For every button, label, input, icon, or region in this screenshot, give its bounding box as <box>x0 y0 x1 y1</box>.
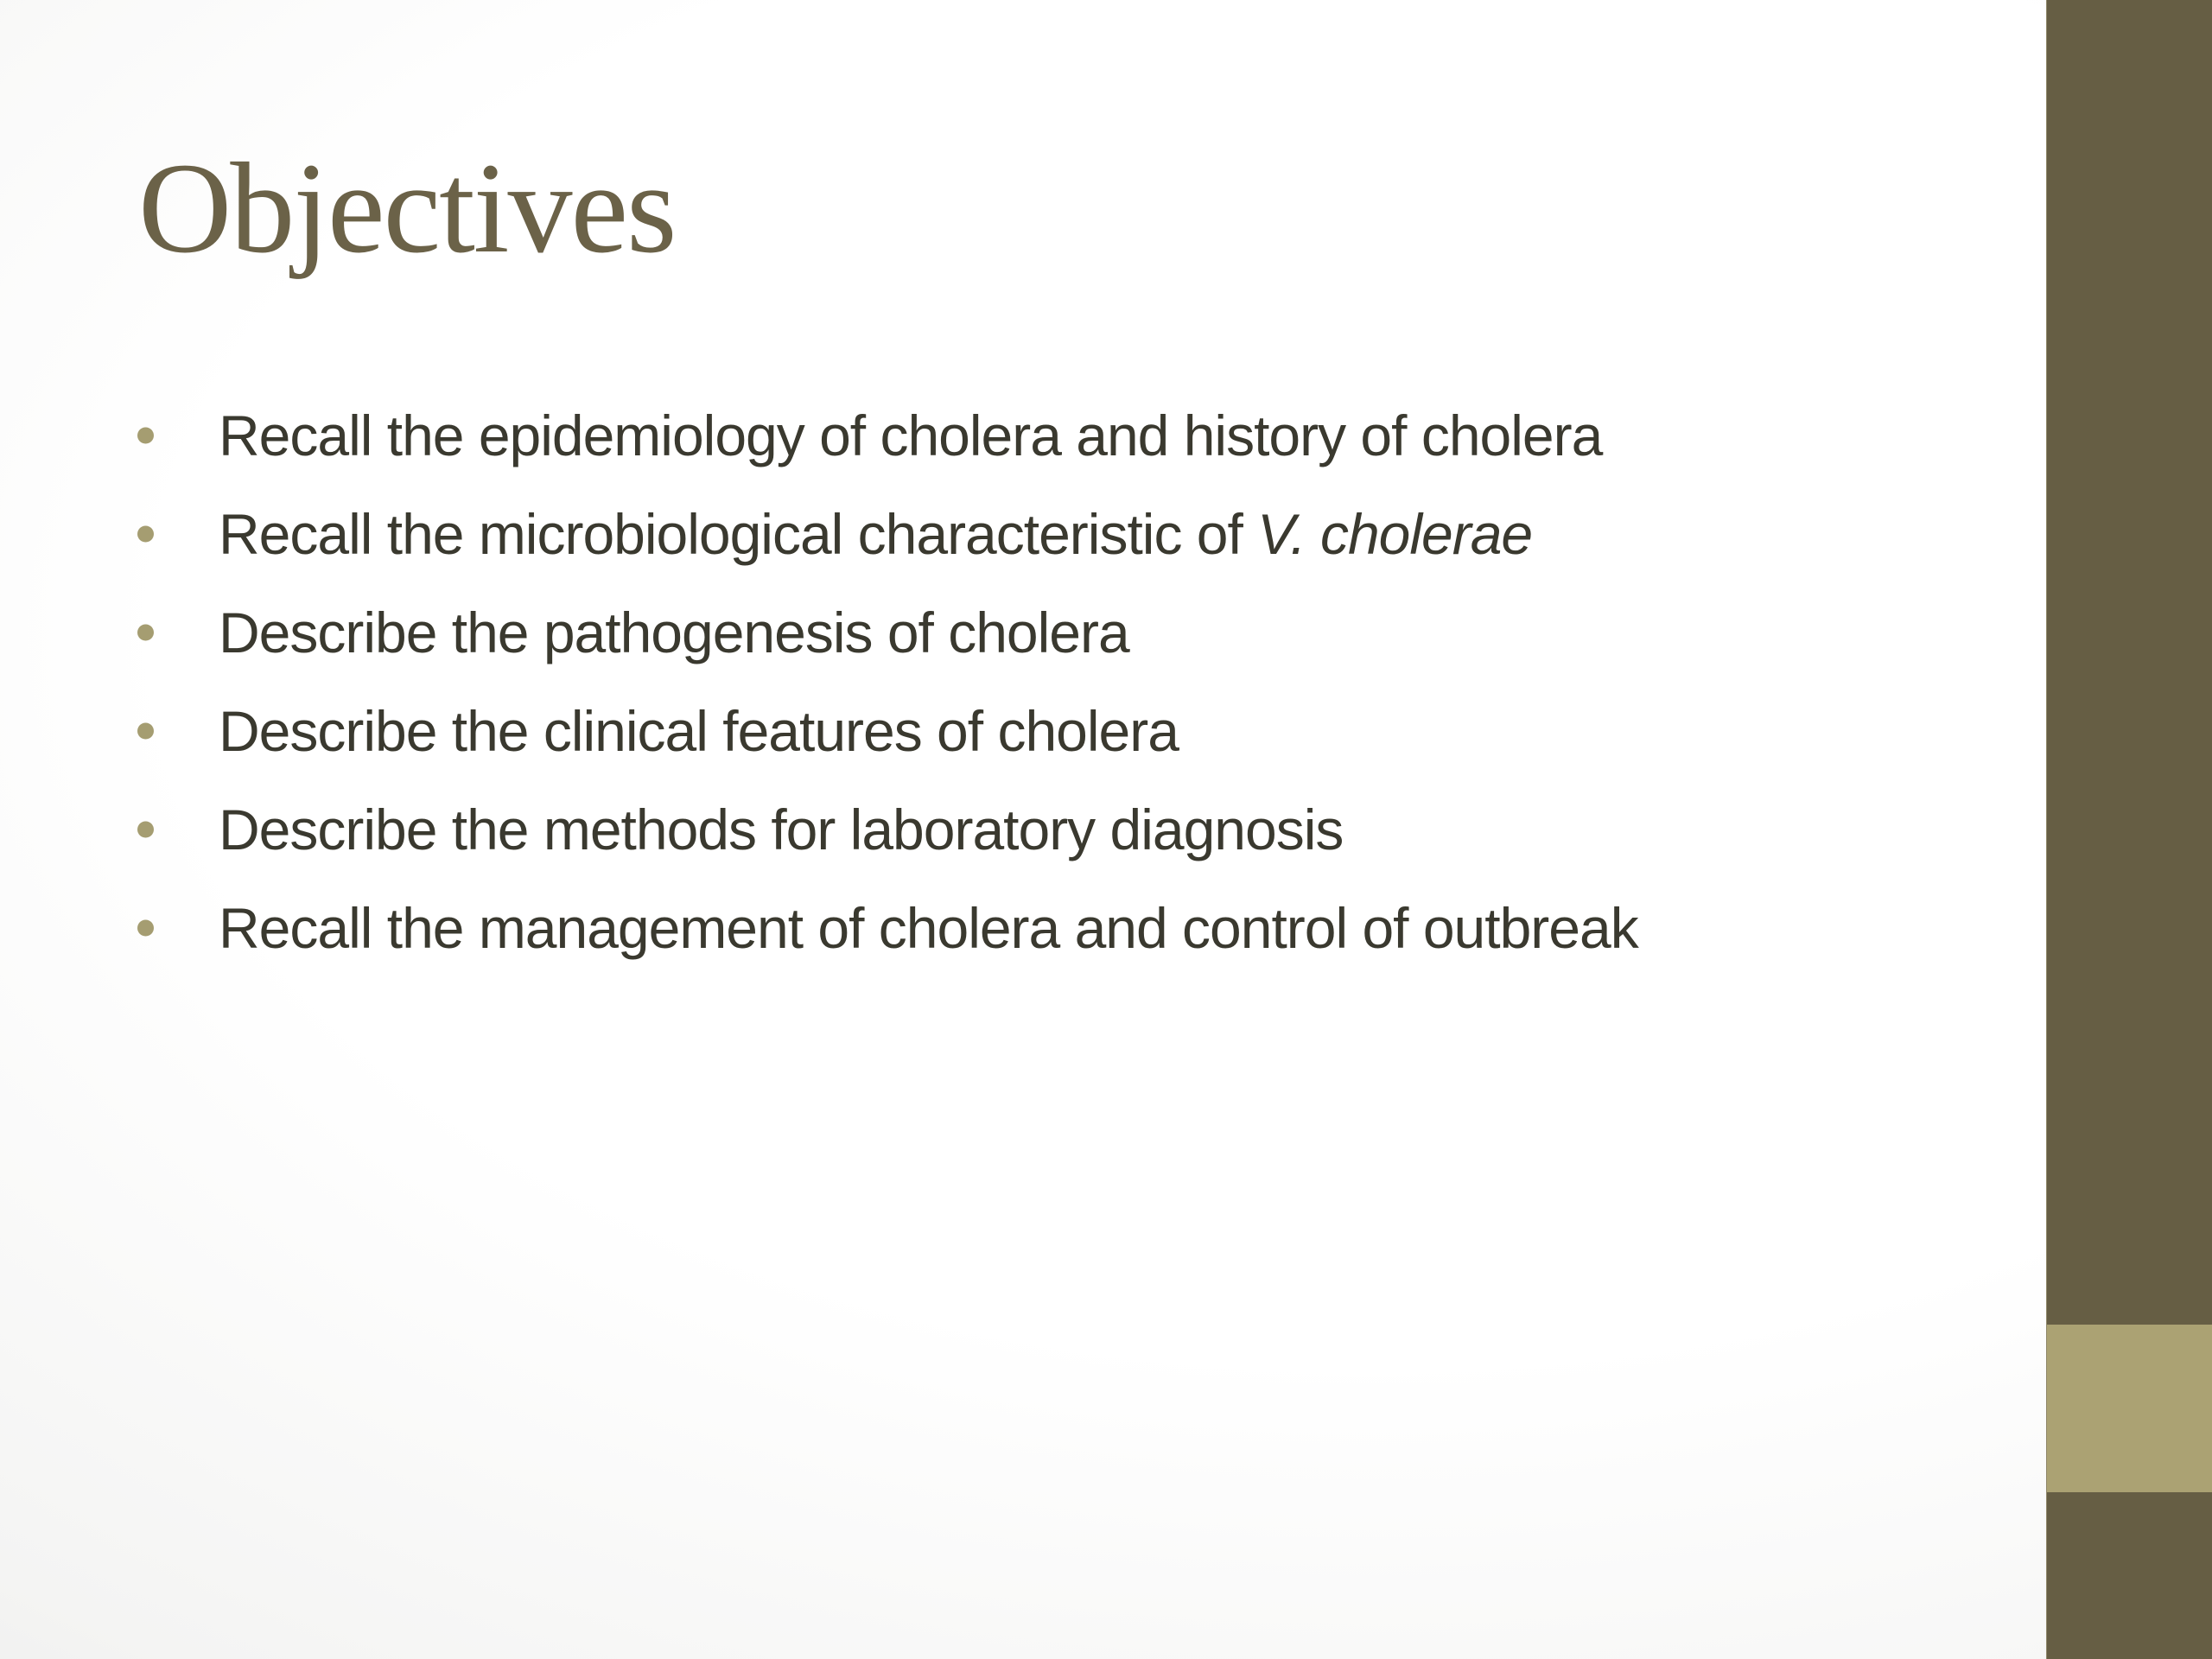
bullet-dot-icon <box>137 428 154 444</box>
bullet-item <box>130 386 1961 485</box>
bullet-text: Describe the clinical features of cholera <box>219 699 1179 763</box>
bullet-item <box>130 780 1961 879</box>
bullet-text: Recall the management of cholera and control of outbreak <box>219 896 1638 960</box>
bullet-text: Describe the pathogenesis of cholera <box>219 601 1129 664</box>
bullet-dot-icon <box>137 625 154 641</box>
bullet-item <box>130 879 1961 977</box>
bullet-dot-icon <box>137 822 154 838</box>
bullet-text: Recall the microbiological characteristic of V. cholerae <box>219 502 1533 566</box>
bullet-text: Describe the methods for laboratory diagnosis <box>219 798 1344 861</box>
bullet-dot-icon <box>137 920 154 937</box>
right-accent-band <box>2046 0 2212 1659</box>
slide-title: Objectives <box>138 137 676 280</box>
bullet-item <box>130 485 1961 583</box>
accent-highlight-block <box>2047 1325 2212 1492</box>
bullet-dot-icon <box>137 723 154 740</box>
bullet-item <box>130 682 1961 780</box>
bullet-dot-icon <box>137 526 154 543</box>
objectives-bullet-list <box>130 386 1961 977</box>
bullet-text: Recall the epidemiology of cholera and history of cholera <box>219 404 1603 467</box>
bullet-item <box>130 583 1961 682</box>
